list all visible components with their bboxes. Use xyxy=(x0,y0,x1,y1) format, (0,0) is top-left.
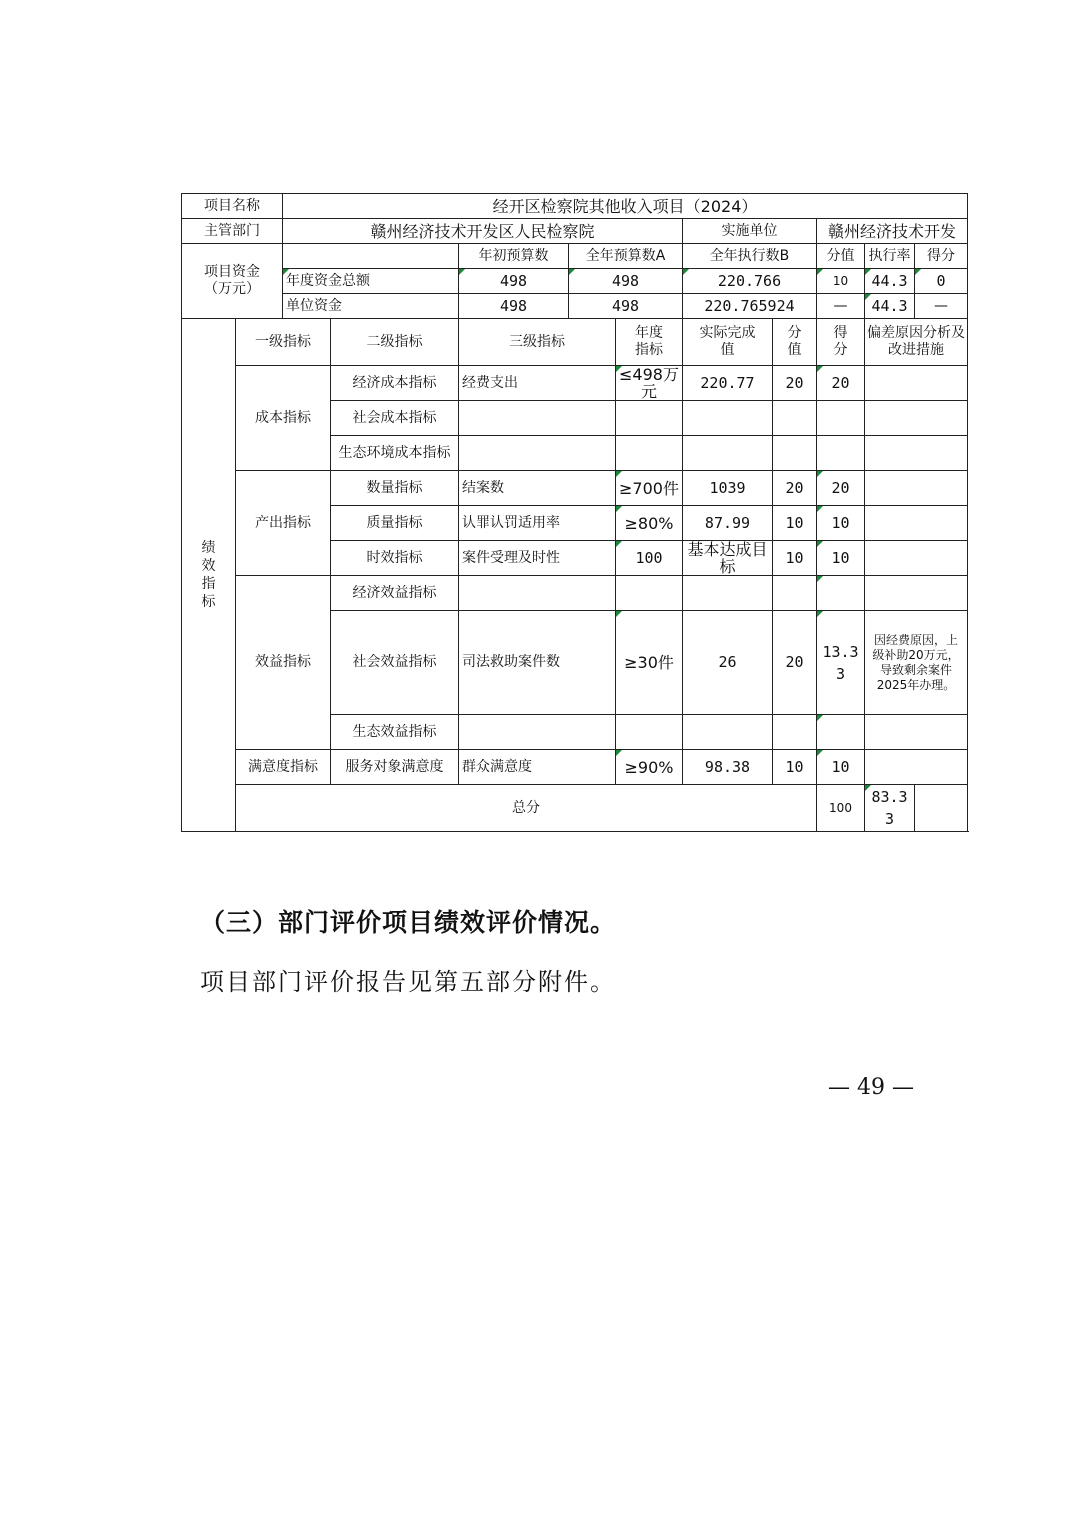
level2-cell: 生态环境成本指标 xyxy=(331,436,459,471)
actual-cell: 基本达成目标 xyxy=(683,541,773,576)
total-score: 100 xyxy=(817,785,865,832)
project-name-label: 项目名称 xyxy=(182,194,283,219)
level3-cell xyxy=(459,715,616,750)
note-cell xyxy=(865,366,968,401)
score-cell xyxy=(773,715,817,750)
category-cost: 成本指标 xyxy=(236,366,331,471)
project-name: 经开区检察院其他收入项目（2024） xyxy=(283,194,968,219)
level2-cell: 经济成本指标 xyxy=(331,366,459,401)
target-cell: 100 xyxy=(616,541,683,576)
actual-cell xyxy=(683,401,773,436)
note-cell xyxy=(865,506,968,541)
got-cell xyxy=(817,436,865,471)
target-cell xyxy=(616,436,683,471)
section-heading: （三）部门评价项目绩效评价情况。 xyxy=(200,908,617,937)
category-benefit: 效益指标 xyxy=(236,576,331,750)
target-cell xyxy=(616,715,683,750)
score-cell: 20 xyxy=(773,471,817,506)
actual-cell xyxy=(683,715,773,750)
funds-row-score: — xyxy=(817,294,865,319)
level2-cell: 生态效益指标 xyxy=(331,715,459,750)
funds-row-score: 10 xyxy=(817,269,865,294)
note-cell xyxy=(865,541,968,576)
got-cell: 20 xyxy=(817,366,865,401)
level2-cell: 社会成本指标 xyxy=(331,401,459,436)
target-cell: ≥90% xyxy=(616,750,683,785)
level3-cell: 案件受理及时性 xyxy=(459,541,616,576)
funds-row-got: 0 xyxy=(915,269,968,294)
funds-row-executed: 220.766 xyxy=(683,269,817,294)
dept-name: 赣州经济技术开发区人民检察院 xyxy=(283,219,683,244)
performance-table xyxy=(181,193,968,832)
level3-cell: 认罪认罚适用率 xyxy=(459,506,616,541)
total-note xyxy=(915,785,968,832)
actual-cell xyxy=(683,576,773,611)
got-cell xyxy=(817,715,865,750)
level3-cell: 经费支出 xyxy=(459,366,616,401)
level2-cell: 服务对象满意度 xyxy=(331,750,459,785)
impl-label: 实施单位 xyxy=(683,219,817,244)
level2-cell: 时效指标 xyxy=(331,541,459,576)
got-cell xyxy=(817,576,865,611)
score-cell: 10 xyxy=(773,541,817,576)
level2-cell: 社会效益指标 xyxy=(331,611,459,715)
funds-header-blank xyxy=(283,244,459,269)
note-cell xyxy=(865,436,968,471)
impl-name: 赣州经济技术开发 xyxy=(817,219,968,244)
score-cell xyxy=(773,576,817,611)
actual-cell xyxy=(683,436,773,471)
perf-header-got: 得分 xyxy=(817,319,865,366)
score-cell: 20 xyxy=(773,366,817,401)
target-cell xyxy=(616,401,683,436)
funds-row-label: 单位资金 xyxy=(283,294,459,319)
total-label: 总分 xyxy=(236,785,817,832)
level2-cell: 经济效益指标 xyxy=(331,576,459,611)
funds-header-got: 得分 xyxy=(915,244,968,269)
actual-cell: 98.38 xyxy=(683,750,773,785)
funds-row-annual: 498 xyxy=(569,269,683,294)
score-cell: 20 xyxy=(773,611,817,715)
score-cell: 10 xyxy=(773,506,817,541)
dept-label: 主管部门 xyxy=(182,219,283,244)
level3-cell xyxy=(459,401,616,436)
score-cell: 10 xyxy=(773,750,817,785)
actual-cell: 220.77 xyxy=(683,366,773,401)
score-cell xyxy=(773,436,817,471)
funds-row-executed: 220.765924 xyxy=(683,294,817,319)
funds-row-rate: 44.3 xyxy=(865,269,915,294)
level3-cell: 司法救助案件数 xyxy=(459,611,616,715)
note-cell xyxy=(865,750,968,785)
note-cell xyxy=(865,715,968,750)
score-cell xyxy=(773,401,817,436)
target-cell: ≥80% xyxy=(616,506,683,541)
perf-label: 绩效指标 xyxy=(182,319,236,832)
total-got: 83.33 xyxy=(865,785,915,832)
funds-header-initial: 年初预算数 xyxy=(459,244,569,269)
perf-header-level1: 一级指标 xyxy=(236,319,331,366)
funds-row-label: 年度资金总额 xyxy=(283,269,459,294)
target-cell: ≥30件 xyxy=(616,611,683,715)
note-cell xyxy=(865,471,968,506)
funds-row-initial: 498 xyxy=(459,294,569,319)
note-cell: 因经费原因，上级补助20万元，导致剩余案件2025年办理。 xyxy=(865,611,968,715)
level2-cell: 质量指标 xyxy=(331,506,459,541)
funds-header-annual: 全年预算数A xyxy=(569,244,683,269)
category-satisfaction: 满意度指标 xyxy=(236,750,331,785)
got-cell: 10 xyxy=(817,541,865,576)
funds-row-rate: 44.3 xyxy=(865,294,915,319)
level3-cell xyxy=(459,576,616,611)
funds-row-annual: 498 xyxy=(569,294,683,319)
page-number: — 49 — xyxy=(828,1075,914,1100)
funds-row-got: — xyxy=(915,294,968,319)
got-cell: 13.33 xyxy=(817,611,865,715)
actual-cell: 1039 xyxy=(683,471,773,506)
section-text: 项目部门评价报告见第五部分附件。 xyxy=(200,968,616,996)
got-cell: 10 xyxy=(817,506,865,541)
got-cell: 20 xyxy=(817,471,865,506)
target-cell: ≤498万元 xyxy=(616,366,683,401)
level3-cell xyxy=(459,436,616,471)
actual-cell: 26 xyxy=(683,611,773,715)
funds-header-score: 分值 xyxy=(817,244,865,269)
funds-row-initial: 498 xyxy=(459,269,569,294)
perf-header-level2: 二级指标 xyxy=(331,319,459,366)
perf-header-target: 年度指标 xyxy=(616,319,683,366)
perf-header-score: 分值 xyxy=(773,319,817,366)
level2-cell: 数量指标 xyxy=(331,471,459,506)
perf-header-level3: 三级指标 xyxy=(459,319,616,366)
note-cell xyxy=(865,401,968,436)
funds-label: 项目资金（万元） xyxy=(182,244,283,319)
target-cell: ≥700件 xyxy=(616,471,683,506)
actual-cell: 87.99 xyxy=(683,506,773,541)
perf-header-note: 偏差原因分析及改进措施 xyxy=(865,319,968,366)
category-output: 产出指标 xyxy=(236,471,331,576)
level3-cell: 群众满意度 xyxy=(459,750,616,785)
note-cell xyxy=(865,576,968,611)
funds-header-rate: 执行率 xyxy=(865,244,915,269)
funds-header-executed: 全年执行数B xyxy=(683,244,817,269)
got-cell: 10 xyxy=(817,750,865,785)
perf-header-actual: 实际完成值 xyxy=(683,319,773,366)
got-cell xyxy=(817,401,865,436)
level3-cell: 结案数 xyxy=(459,471,616,506)
target-cell xyxy=(616,576,683,611)
